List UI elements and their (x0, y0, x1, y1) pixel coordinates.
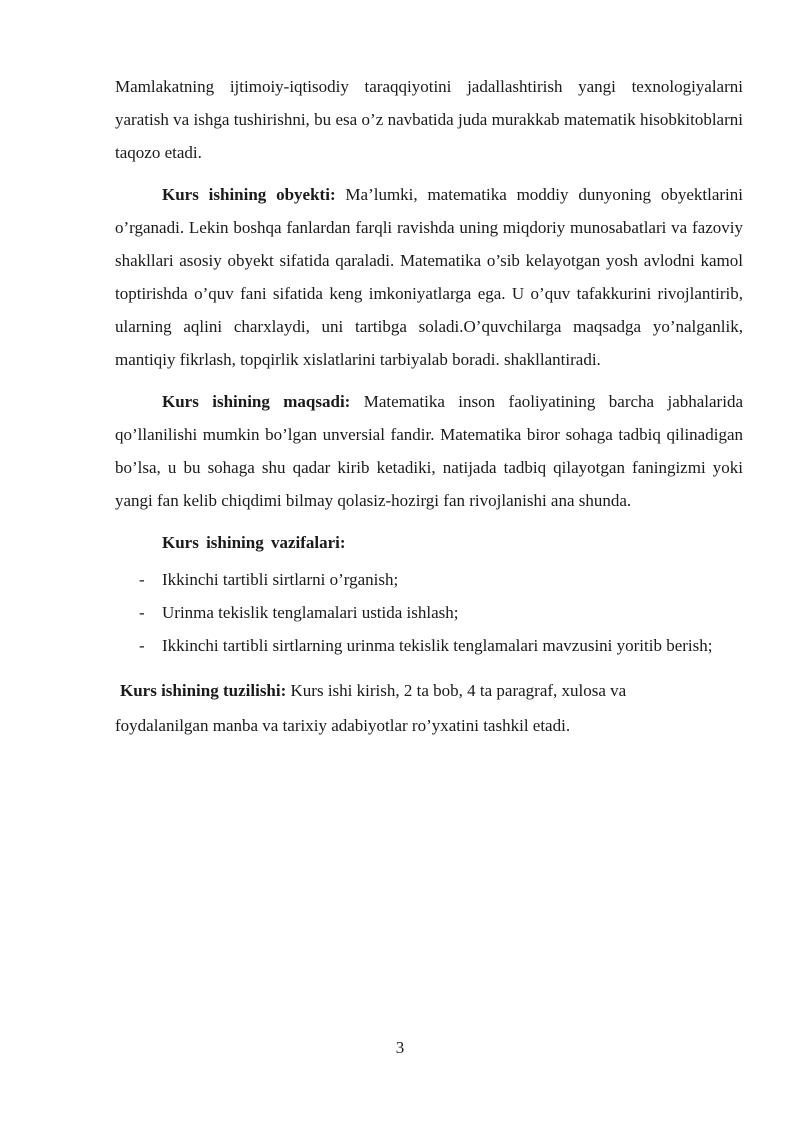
goal-text: Matematika inson faoliyatining barcha jabhalarida qo’llanilishi mumkin bo’lgan unversial fandir. Matematika biror sohaga tadbiq qilinadigan bo’lsa, u bu sohaga shu qadar kirib ketadiki, natijada tadbiq qilayotgan faningizmi yoki yangi fan kelib chiqdimi bilmay qolasiz-hozirgi fan rivojlanishi ana shunda. (115, 392, 743, 510)
object-text: Ma’lumki, matematika moddiy dunyoning obyektlarini o’rganadi. Lekin boshqa fanlardan farqli ravishda uning miqdoriy munosabatlari va fazoviy shakllari asosiy obyekt sifatida qaraladi. Matematika o’sib kelayotgan yosh avlodni kamol toptirishda o’quv fani sifatida keng imkoniyatlarga ega. U o’quv tafakkurini rivojlantirib, ularning aqlini charxlaydi, uni tartibga soladi.O’quvchilarga maqsadga yo’nalganlik, mantiqiy fikrlash, topqirlik xislatlarini tarbiyalab boradi. shakllantiradi. (115, 185, 743, 369)
goal-heading: Kurs ishining maqsadi: (162, 392, 351, 411)
bullet-dash: - (139, 636, 145, 655)
structure-text: Kurs ishi kirish, 2 ta bob, 4 ta paragraf, xulosa va (286, 681, 627, 700)
list-item (115, 563, 743, 596)
list-item (115, 596, 743, 629)
intro-paragraph: Mamlakatning ijtimoiy-iqtisodiy taraqqiyotini jadallashtirish yangi texnologiyalarni yaratish va ishga tushirishni, bu esa o’z navbatida juda murakkab matematik hisobkitoblarni taqozo etadi. (115, 77, 743, 162)
tasks-list (115, 563, 743, 662)
page-number: 3 (395, 1038, 405, 1057)
bullet-dash: - (139, 570, 145, 589)
structure-line-1 (120, 674, 743, 707)
task-text: Ikkinchi tartibli sirtlarni o’rganish; (162, 570, 399, 589)
tasks-heading: Kurs ishining vazifalari: (162, 533, 346, 552)
goal-paragraph (115, 385, 743, 517)
object-heading: Kurs ishining obyekti: (162, 185, 336, 204)
object-paragraph (115, 178, 743, 376)
bullet-dash: - (139, 603, 145, 622)
structure-heading: Kurs ishining tuzilishi: (120, 681, 287, 700)
structure-line-2: foydalanilgan manba va tarixiy adabiyotlar ro’yxatini tashkil etadi. (115, 716, 571, 735)
structure-paragraph (115, 674, 743, 707)
task-text: Urinma tekislik tenglamalari ustida ishlash; (162, 603, 459, 622)
task-text: Ikkinchi tartibli sirtlarning urinma tekislik tenglamalari mavzusini yoritib berish; (162, 636, 713, 655)
document-page (115, 70, 743, 742)
list-item (115, 629, 743, 662)
